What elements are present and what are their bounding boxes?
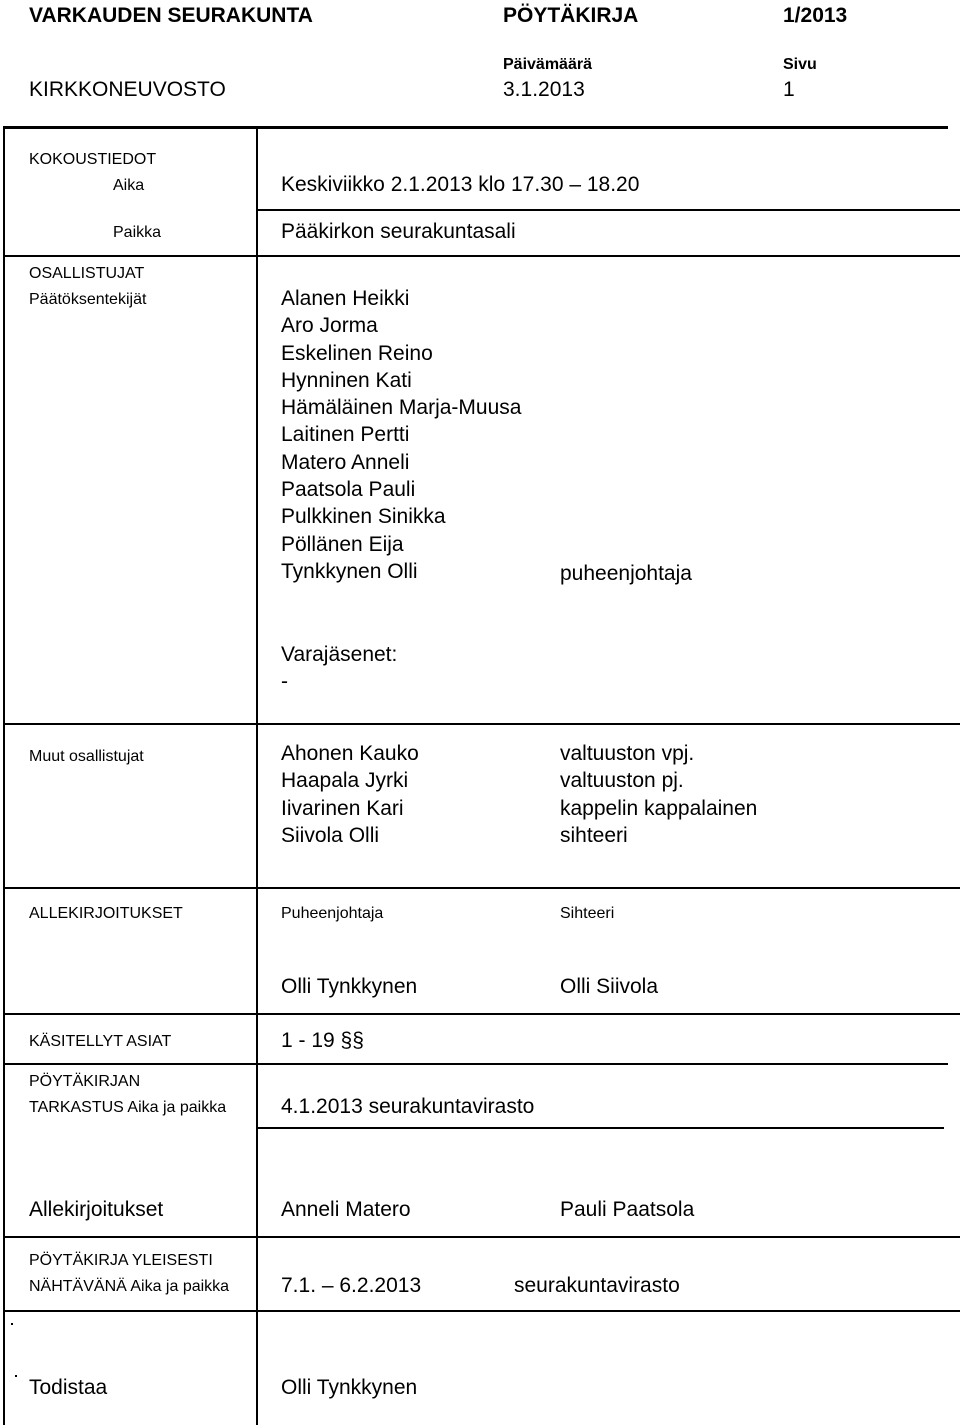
rule-after-others	[3, 887, 960, 889]
left-frame-line	[3, 126, 5, 1425]
chair-role: puheenjohtaja	[560, 562, 692, 585]
reviewer-name-1: Anneli Matero	[281, 1198, 411, 1221]
column-divider	[256, 126, 258, 1425]
member-list	[281, 285, 521, 585]
chair-signature-name: Olli Tynkkynen	[281, 975, 418, 998]
certify-name: Olli Tynkkynen	[281, 1376, 418, 1399]
review-label-line1: PÖYTÄKIRJAN	[29, 1073, 141, 1090]
rule-after-signatures	[3, 1013, 960, 1015]
rule-after-public	[3, 1310, 960, 1312]
document-type: PÖYTÄKIRJA	[503, 4, 639, 27]
rule-after-participants	[3, 723, 960, 725]
member-name: Hämäläinen Marja-Muusa	[281, 396, 522, 420]
place-label: Paikka	[113, 224, 162, 241]
member-name: Eskelinen Reino	[281, 341, 433, 365]
deputies-label: Varajäsenet:	[281, 643, 398, 666]
stray-dot	[11, 1323, 13, 1325]
member-name: Paatsola Pauli	[281, 478, 416, 502]
certify-label: Todistaa	[29, 1376, 108, 1399]
others-label: Muut osallistujat	[29, 748, 144, 765]
others-names	[281, 740, 419, 849]
meeting-place: Pääkirkon seurakuntasali	[281, 220, 516, 243]
other-participant-name: Ahonen Kauko	[281, 742, 419, 765]
review-signatures-label: Allekirjoitukset	[29, 1198, 164, 1221]
member-name: Pöllänen Eija	[281, 532, 404, 556]
signatures-label: ALLEKIRJOITUKSET	[29, 905, 183, 922]
organization-name: VARKAUDEN SEURAKUNTA	[29, 4, 313, 27]
document-date: 3.1.2013	[503, 78, 585, 101]
other-participant-name: Haapala Jyrki	[281, 769, 409, 793]
chair-signature-label: Puheenjohtaja	[281, 905, 384, 922]
other-participant-name: Siivola Olli	[281, 823, 380, 847]
other-participant-name: Iivarinen Kari	[281, 796, 404, 820]
handled-label: KÄSITELLYT ASIAT	[29, 1033, 172, 1050]
member-name: Pulkkinen Sinikka	[281, 505, 446, 529]
other-participant-role: valtuuston pj.	[560, 769, 684, 793]
other-participant-role: valtuuston vpj.	[560, 742, 695, 765]
public-label-line1: PÖYTÄKIRJA YLEISESTI	[29, 1252, 213, 1269]
participants-section-label: OSALLISTUJAT	[29, 265, 145, 282]
top-rule	[3, 126, 948, 129]
secretary-signature-label: Sihteeri	[560, 905, 615, 922]
rule-after-time	[256, 209, 960, 211]
body-name: KIRKKONEUVOSTO	[29, 78, 226, 101]
rule-after-review	[256, 1127, 944, 1129]
meeting-time: Keskiviikko 2.1.2013 klo 17.30 – 18.20	[281, 173, 640, 196]
secretary-signature-name: Olli Siivola	[560, 975, 659, 998]
others-roles	[560, 740, 757, 849]
rule-after-place	[3, 255, 960, 257]
member-name: Alanen Heikki	[281, 287, 410, 310]
document-number: 1/2013	[783, 4, 848, 27]
date-label: Päivämäärä	[503, 56, 592, 73]
rule-after-review-signatures	[3, 1236, 960, 1238]
rule-after-handled	[3, 1063, 948, 1065]
public-label-line2: NÄHTÄVÄNÄ Aika ja paikka	[29, 1278, 230, 1295]
member-name: Hynninen Kati	[281, 368, 412, 392]
member-name: Tynkkynen Olli	[281, 559, 418, 583]
member-name: Aro Jorma	[281, 314, 378, 338]
public-place: seurakuntavirasto	[514, 1274, 680, 1297]
meeting-section-label: KOKOUSTIEDOT	[29, 151, 157, 168]
page-label: Sivu	[783, 56, 817, 73]
public-dates: 7.1. – 6.2.2013	[281, 1274, 422, 1297]
other-participant-role: sihteeri	[560, 823, 628, 847]
handled-value: 1 - 19 §§	[281, 1029, 364, 1052]
decision-makers-label: Päätöksentekijät	[29, 291, 147, 308]
stray-dot	[15, 1375, 17, 1377]
page-number: 1	[783, 78, 795, 101]
other-participant-role: kappelin kappalainen	[560, 796, 758, 820]
time-label: Aika	[113, 177, 145, 194]
review-label-line2: TARKASTUS Aika ja paikka	[29, 1099, 227, 1116]
reviewer-name-2: Pauli Paatsola	[560, 1198, 695, 1221]
member-name: Matero Anneli	[281, 450, 410, 474]
review-value: 4.1.2013 seurakuntavirasto	[281, 1095, 535, 1118]
member-name: Laitinen Pertti	[281, 423, 410, 447]
deputies-value: -	[281, 670, 288, 693]
